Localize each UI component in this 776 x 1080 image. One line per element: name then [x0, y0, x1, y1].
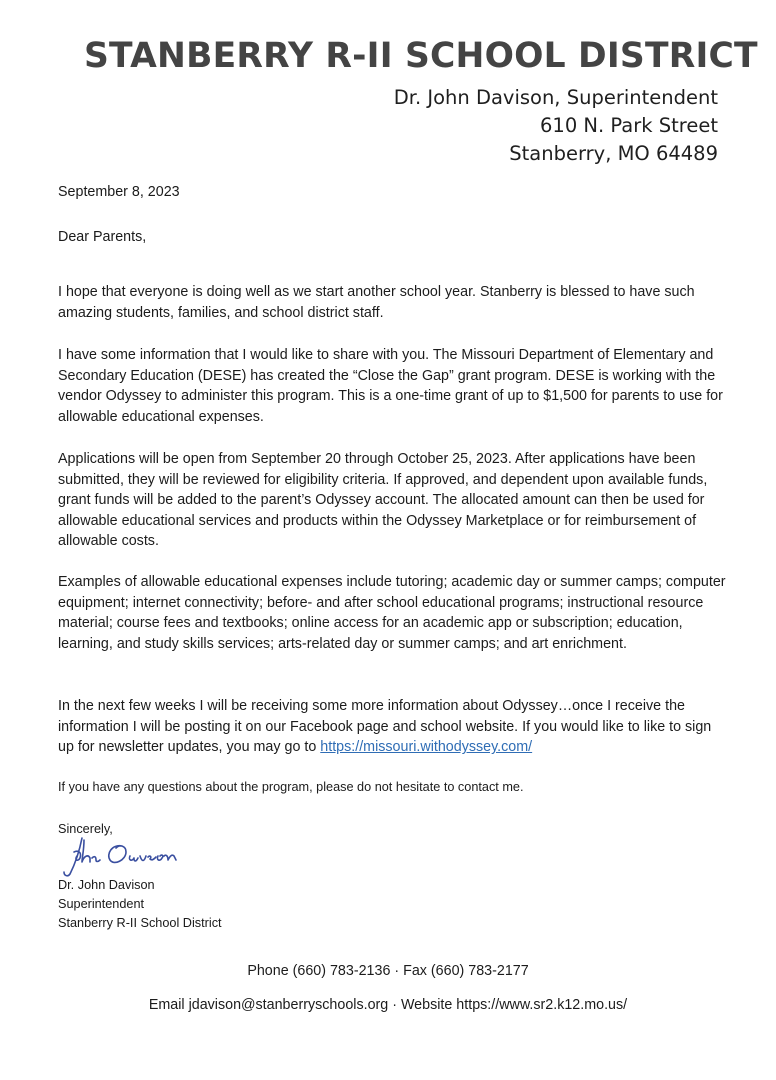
salutation: Dear Parents, [58, 229, 147, 245]
handwritten-signature [60, 832, 200, 878]
address-block [394, 84, 718, 168]
footer-email-website: Email jdavison@stanberryschools.org · Website https://www.sr2.k12.mo.us/ [148, 997, 628, 1013]
signer-organization: Stanberry R-II School District [58, 916, 222, 930]
paragraph-updates-text: In the next few weeks I will be receiving some more information about Odyssey…once I receive the information I will be posting it on our Facebook page and school website. If you would like to like to sign up for newsletter updates, you may go to [58, 698, 712, 756]
odyssey-link[interactable]: https://missouri.withodyssey.com/ [320, 739, 533, 756]
letterhead-title: STANBERRY R-II SCHOOL DISTRICT [84, 36, 758, 76]
footer-phone-fax: Phone (660) 783-2136 · Fax (660) 783-2177 [247, 963, 529, 979]
superintendent-line: Dr. John Davison, Superintendent [393, 86, 718, 109]
letter-date: September 8, 2023 [58, 184, 180, 200]
signer-title: Superintendent [58, 897, 145, 911]
paragraph-applications: Applications will be open from September 20 through October 25, 2023. After applications have been submitted, they will be reviewed for eligibility criteria. If approved, and dependent upon available funds, grant funds will be added to the parent’s Odyssey account. The allocated amount can then be used for allowable educational services and products within the Odyssey Marketplace or for reimbursement of allowable costs. [58, 451, 708, 550]
paragraph-intro: I hope that everyone is doing well as we start another school year. Stanberry is blessed to have such amazing students, families, and school district staff. [58, 284, 695, 321]
closing: Sincerely, [58, 822, 113, 836]
signer-name: Dr. John Davison [58, 878, 155, 892]
paragraph-grant-info: I have some information that I would like to share with you. The Missouri Department of Elementary and Secondary Education (DESE) has created the “Close the Gap” grant program. DESE is working with the vendor Odyssey to administer this program. This is a one-time grant of up to $1,500 for parents to use for allowable educational expenses. [58, 347, 723, 425]
paragraph-questions: If you have any questions about the program, please do not hesitate to contact me. [58, 779, 524, 794]
signature-block [58, 876, 222, 933]
city-state-zip: Stanberry, MO 64489 [509, 142, 718, 165]
paragraph-examples: Examples of allowable educational expenses include tutoring; academic day or summer camps; computer equipment; internet connectivity; before- and after school educational programs; instructional resource material; course fees and textbooks; online access for an academic app or subscription; education, learning, and study skills services; arts-related day or summer camps; and art enrichment. [58, 574, 726, 652]
paragraph-updates [58, 696, 730, 758]
street-address: 610 N. Park Street [540, 114, 718, 137]
